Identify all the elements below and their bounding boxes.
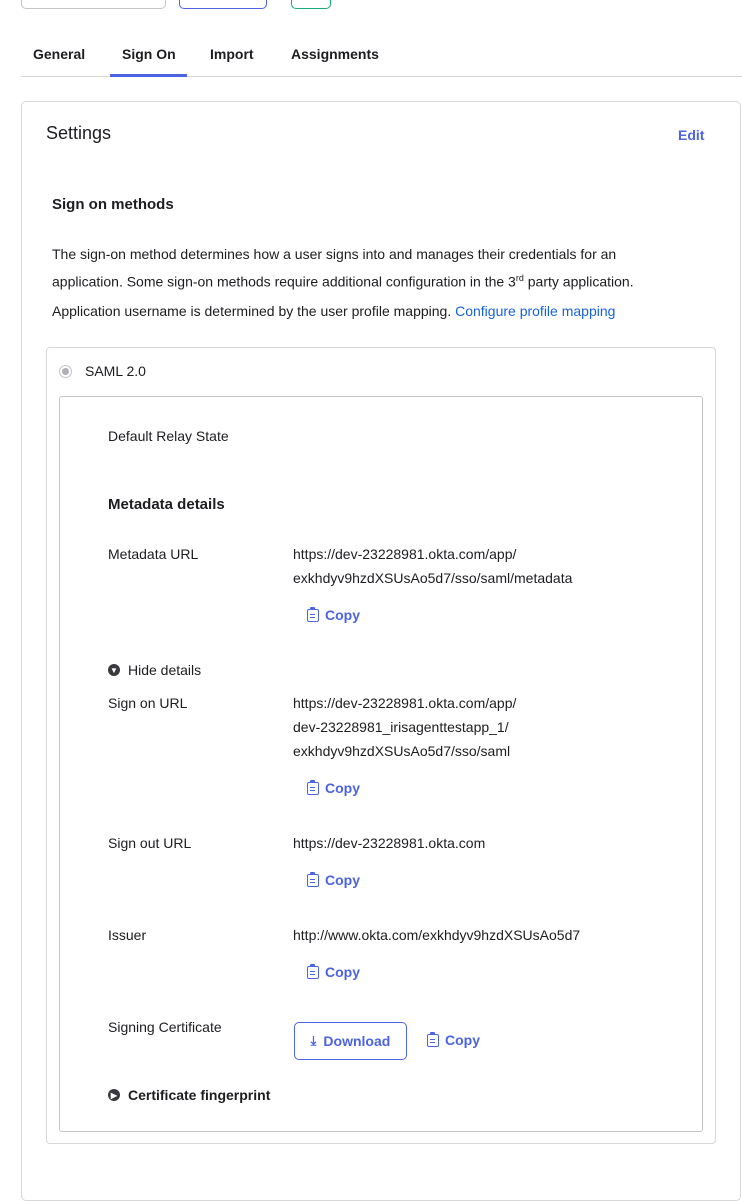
settings-title: Settings: [46, 123, 112, 143]
configure-profile-mapping-link[interactable]: Configure profile mapping: [455, 303, 616, 319]
saml-label: SAML 2.0: [85, 363, 146, 379]
clipboard-icon: [307, 874, 319, 887]
sign-on-description: The sign-on method determines how a user signs into and manages their credentials for an application. Some sign-on methods require additional configuration in the 3rd party application.: [52, 246, 634, 290]
clipboard-icon: [427, 1034, 439, 1047]
sign-on-url-value: https://dev-23228981.okta.com/app/ dev-23228981_irisagenttestapp_1/ exkhdyv9hzdXSUsAo5d7/sso/saml: [293, 695, 517, 759]
copy-metadata-url-button[interactable]: Copy: [307, 607, 360, 623]
top-button-3[interactable]: [291, 0, 331, 9]
sign-on-url-label: Sign on URL: [108, 695, 188, 711]
chevron-right-icon: ▶: [108, 1089, 120, 1101]
sign-out-url-label: Sign out URL: [108, 835, 192, 851]
chevron-down-icon: ▼: [108, 664, 120, 676]
sign-out-url-value: https://dev-23228981.okta.com: [293, 835, 486, 851]
download-cert-button[interactable]: ⤓ Download: [294, 1022, 407, 1060]
clipboard-icon: [307, 609, 319, 622]
active-tab-indicator: [110, 74, 187, 77]
signing-cert-label: Signing Certificate: [108, 1019, 222, 1035]
top-button-1[interactable]: [21, 0, 166, 9]
copy-sign-out-url-button[interactable]: Copy: [307, 872, 360, 888]
copy-sign-on-url-button[interactable]: Copy: [307, 780, 360, 796]
issuer-label: Issuer: [108, 927, 147, 943]
clipboard-icon: [307, 782, 319, 795]
top-button-2[interactable]: [179, 0, 267, 9]
copy-cert-button[interactable]: Copy: [427, 1032, 480, 1048]
hide-details-toggle[interactable]: ▼ Hide details: [108, 662, 201, 678]
copy-issuer-button[interactable]: Copy: [307, 964, 360, 980]
username-text: Application username is determined by the user profile mapping. Configure profile mapping: [52, 303, 616, 319]
tab-assignments[interactable]: Assignments: [291, 46, 379, 62]
metadata-url-value: https://dev-23228981.okta.com/app/ exkhdyv9hzdXSUsAo5d7/sso/saml/metadata: [293, 546, 573, 586]
download-icon: ⤓: [310, 1033, 317, 1048]
relay-state-label: Default Relay State: [108, 428, 229, 444]
sign-on-methods-heading: Sign on methods: [52, 196, 174, 213]
issuer-value: http://www.okta.com/exkhdyv9hzdXSUsAo5d7: [293, 927, 581, 943]
tab-sign-on[interactable]: Sign On: [122, 46, 176, 62]
metadata-heading: Metadata details: [108, 496, 225, 513]
tab-general[interactable]: General: [33, 46, 86, 62]
saml-radio[interactable]: [59, 365, 72, 378]
edit-link[interactable]: Edit: [678, 127, 705, 143]
metadata-url-label: Metadata URL: [108, 546, 199, 562]
tab-import[interactable]: Import: [210, 46, 254, 62]
certificate-fingerprint-toggle[interactable]: ▶ Certificate fingerprint: [108, 1087, 270, 1103]
clipboard-icon: [307, 966, 319, 979]
